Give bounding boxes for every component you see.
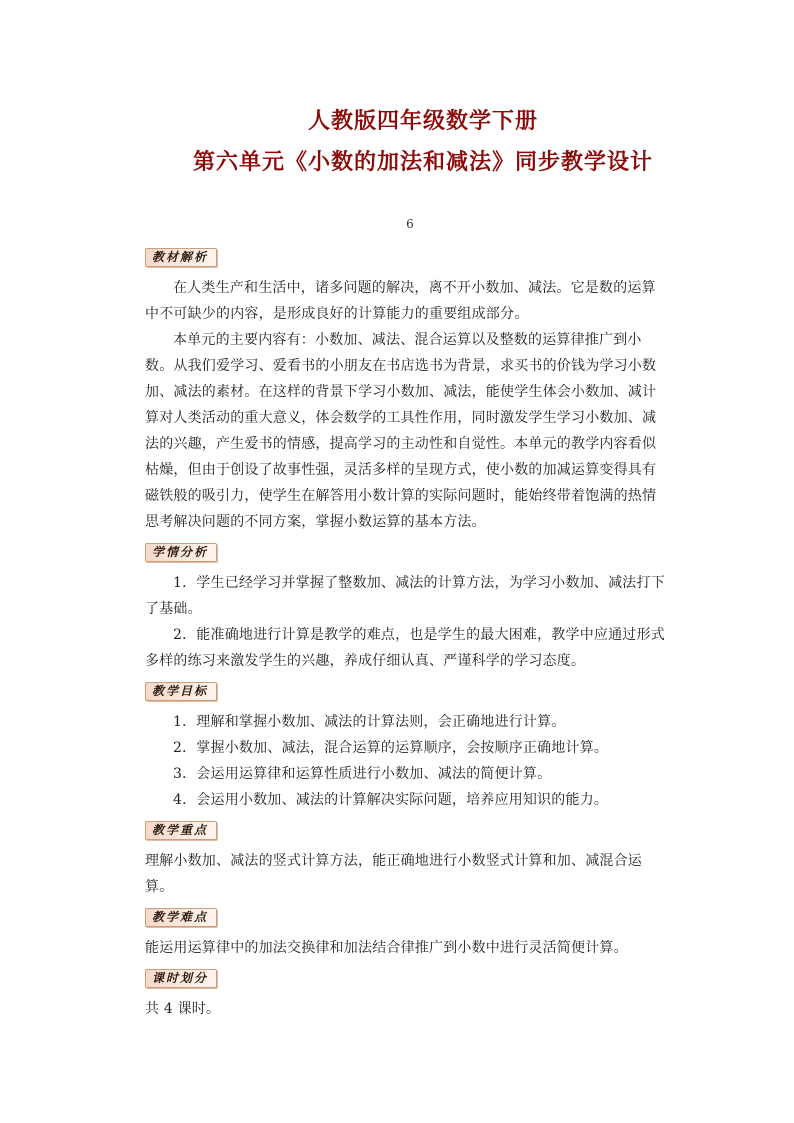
section-key-points [145, 819, 665, 900]
section-badge-student-analysis: 学情分析 [145, 543, 217, 562]
section-teaching-goals [145, 680, 665, 813]
list-item: 1．学生已经学习并掌握了整数加、减法的计算方法，为学习小数加、减法打下了基础。 [145, 575, 665, 617]
section-badge-textbook-analysis: 教材解析 [145, 248, 217, 267]
paragraph: 能运用运算律中的加法交换律和加法结合律推广到小数中进行灵活简便计算。 [145, 940, 628, 956]
list-item: 2．能准确地进行计算是教学的难点，也是学生的最大困难，教学中应通过形式多样的练习来激发学生的兴趣，养成仔细认真、严谨科学的学习态度。 [145, 627, 665, 669]
section-badge-teaching-goals: 教学目标 [145, 682, 217, 701]
list-item: 2．掌握小数加、减法，混合运算的运算顺序，会按顺序正确地计算。 [173, 740, 609, 756]
section-difficult-points [145, 906, 665, 961]
page-number: 6 [406, 217, 414, 231]
section-class-hours [145, 967, 665, 1022]
list-item: 4．会运用小数加、减法的计算解决实际问题，培养应用知识的能力。 [173, 792, 609, 808]
section-textbook-analysis [145, 246, 665, 535]
paragraph: 理解小数加、减法的竖式计算方法，能正确地进行小数竖式计算和加、减混合运算。 [145, 853, 642, 895]
section-badge-key-points: 教学重点 [145, 821, 217, 840]
document-title-line-2: 第六单元《小数的加法和减法》同步教学设计 [192, 149, 653, 175]
document-body [145, 246, 665, 1028]
list-item: 3．会运用运算律和运算性质进行小数加、减法的简便计算。 [173, 766, 552, 782]
section-badge-difficult-points: 教学难点 [145, 908, 217, 927]
document-title-line-1: 人教版四年级数学下册 [307, 108, 538, 134]
section-badge-class-hours: 课时划分 [145, 969, 217, 988]
paragraph: 共 4 课时。 [145, 1001, 221, 1017]
section-student-analysis [145, 541, 665, 674]
paragraph: 本单元的主要内容有：小数加、减法、混合运算以及整数的运算律推广到小数。从我们爱学习、爱看书的小朋友在书店选书为背景，求买书的价钱为学习小数加、减法的素材。在这样的背景下学习小数加、减法，能使学生体会小数加、减计算对人类活动的重大意义，体会数学的工具性作用，同时激发学生学习小数加、减法的兴趣，产生爱书的情感，提高学习的主动性和自觉性。本单元的教学内容看似枯燥，但由于创设了故事性强，灵活多样的呈现方式，使小数的加减运算变得具有磁铁般的吸引力，使学生在解答用小数计算的实际问题时，能始终带着饱满的热情思考解决问题的不同方案，掌握小数运算的基本方法。 [145, 332, 657, 530]
paragraph: 在人类生产和生活中，诸多问题的解决，离不开小数加、减法。它是数的运算中不可缺少的内容，是形成良好的计算能力的重要组成部分。 [145, 280, 656, 322]
list-item: 1．理解和掌握小数加、减法的计算法则，会正确地进行计算。 [173, 714, 566, 730]
